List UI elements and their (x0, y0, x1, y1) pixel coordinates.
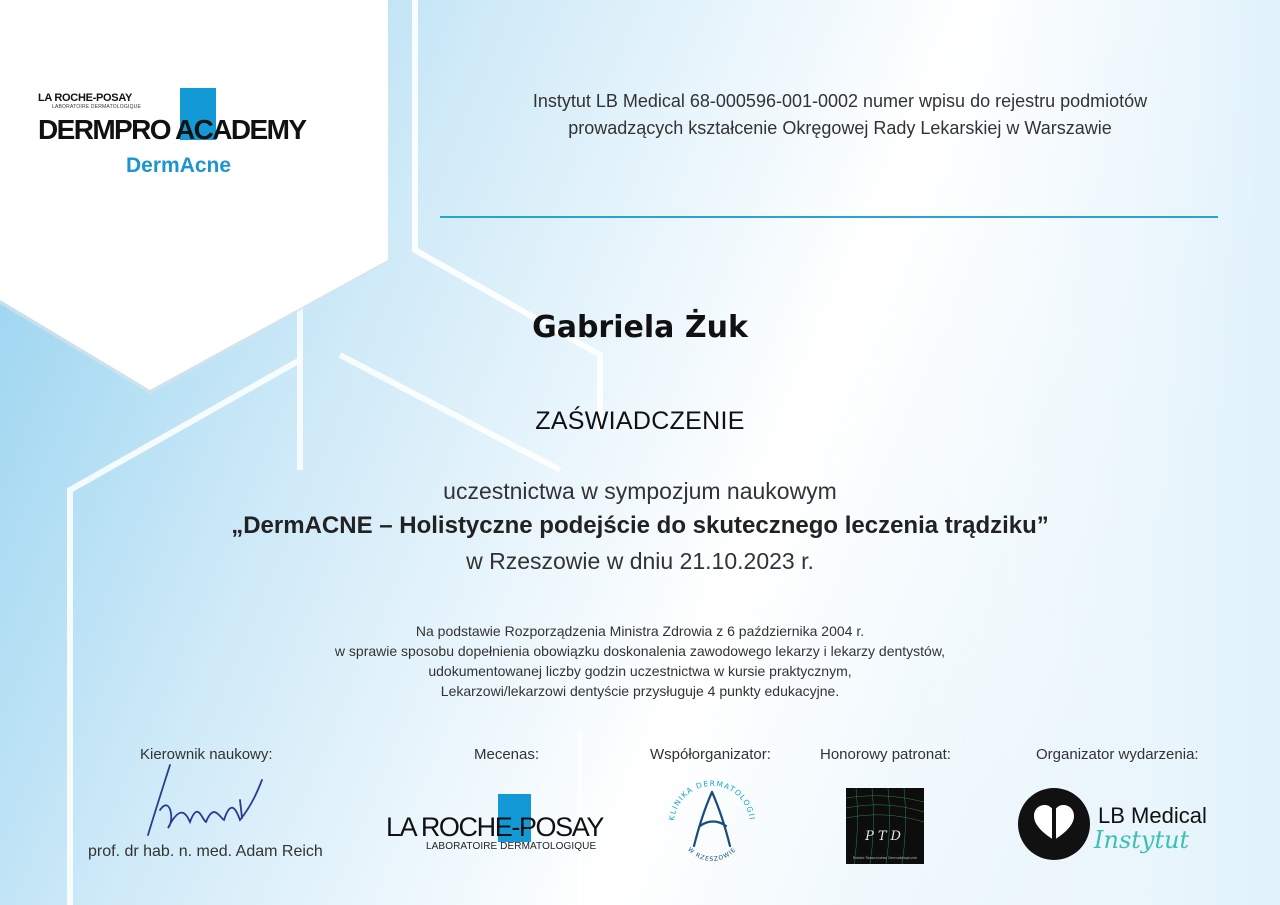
participation-line: uczestnictwa w sympozjum naukowym (443, 478, 837, 504)
svg-text:KLINIKA DERMATOLOGII (667, 780, 757, 821)
la-roche-posay-small-subtitle: LABORATOIRE DERMATOLOGIQUE (52, 104, 142, 110)
klinika-city-text: W RZESZOWIE (686, 846, 738, 863)
institute-registration (440, 88, 1240, 142)
klinika-arc-text: KLINIKA DERMATOLOGII (667, 780, 757, 822)
la-roche-posay-logo (386, 794, 626, 854)
heart-icon (1018, 788, 1090, 860)
legal-line: w sprawie sposobu dopełnienia obowiązku doskonalenia zawodowego lekarzy i lekarzy dentystów, (334, 643, 946, 659)
supervisor-label: Kierownik naukowy: (140, 746, 273, 763)
patron-label: Mecenas: (474, 746, 540, 763)
legal-line: Lekarzowi/lekarzowi dentyście przysługuje 4 punkty edukacyjne. (440, 683, 840, 699)
event-title: „DermACNE – Holistyczne podejście do skutecznego leczenia trądziku” (231, 512, 1049, 539)
honorary-patronage-label: Honorowy patronat: (820, 746, 951, 763)
header-divider (440, 216, 1218, 218)
la-roche-posay-wordmark: LA ROCHE-POSAY (386, 812, 603, 842)
klinika-dermatologii-logo (664, 780, 760, 864)
organizer-label: Organizator wydarzenia: (1036, 746, 1199, 763)
lb-medical-name: LB Medical (1098, 803, 1207, 828)
dermacne-wordmark: DermAcne (126, 154, 232, 177)
certificate-title: ZAŚWIADCZENIE (535, 407, 745, 435)
ptd-caption: Polskie Towarzystwo Dermatologiczne (852, 856, 918, 860)
svg-text:W RZESZOWIE (686, 846, 738, 863)
legal-line: Na podstawie Rozporządzenia Ministra Zdrowia z 6 października 2004 r. (415, 623, 865, 639)
legal-basis (240, 621, 1040, 701)
ptd-logo (846, 788, 924, 864)
institute-line-1: Instytut LB Medical 68-000596-001-0002 numer wpisu do rejestru podmiotów (532, 91, 1148, 111)
coorganizer-label: Współorganizator: (650, 746, 771, 763)
ptd-letters: PTD (865, 829, 905, 844)
legal-line: udokumentowanej liczby godzin uczestnictwa w kursie praktycznym, (428, 663, 852, 679)
institute-line-2: prowadzących kształcenie Okręgowej Rady Lekarskiej w Warszawie (568, 118, 1112, 138)
event-place-date: w Rzeszowie w dniu 21.10.2023 r. (466, 548, 814, 574)
la-roche-posay-small-wordmark: LA ROCHE-POSAY (38, 92, 132, 104)
dermpro-academy-logo (38, 84, 348, 184)
signatory-name: prof. dr hab. n. med. Adam Reich (88, 843, 323, 860)
lb-medical-instytut: Instytut (1094, 826, 1190, 854)
lb-medical-emblem (1018, 788, 1090, 860)
recipient-name: Gabriela Żuk (532, 310, 748, 345)
dermpro-academy-wordmark: DERMPRO ACADEMY (38, 114, 306, 145)
handwritten-signature (140, 760, 280, 840)
la-roche-posay-subtitle: LABORATOIRE DERMATOLOGIQUE (426, 841, 597, 852)
